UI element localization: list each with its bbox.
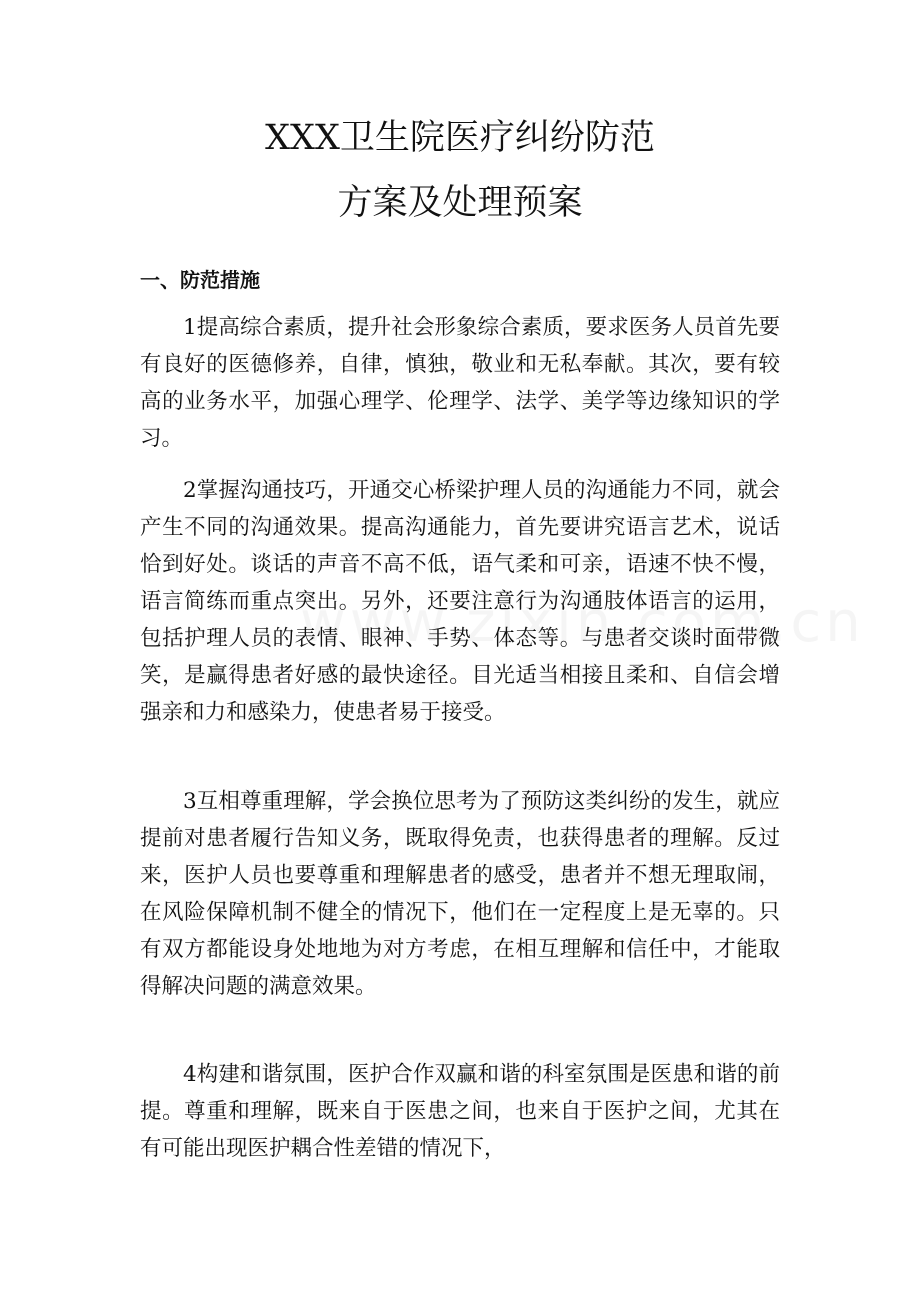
document-title-line2: 方案及处理预案	[337, 183, 583, 223]
paragraph-4: 4构建和谐氛围，医护合作双赢和谐的科室氛围是医患和谐的前提。尊重和理解，既来自于医患之间，也来自于医护之间，尤其在有可能出现医护耦合性差错的情况下，	[140, 1062, 780, 1161]
paragraph-1: 1提高综合素质，提升社会形象综合素质，要求医务人员首先要有良好的医德修养，自律，慎独，敬业和无私奉献。其次，要有较高的业务水平，加强心理学、伦理学、法学、美学等边缘知识的学习。	[140, 315, 780, 451]
paragraph-2: 2掌握沟通技巧，开通交心桥梁护理人员的沟通能力不同，就会产生不同的沟通效果。提高沟通能力，首先要讲究语言艺术，说话恰到好处。谈话的声音不高不低，语气柔和可亲，语速不快不慢，语言简练而重点突出。另外，还要注意行为沟通肢体语言的运用，包括护理人员的表情、眼神、手势、体态等。与患者交谈时面带微笑，是赢得患者好感的最快途径。目光适当相接且柔和、自信会增强亲和力和感染力，使患者易于接受。	[140, 478, 780, 725]
section-heading: 一、防范措施	[140, 268, 260, 292]
document-title-line1: XXX卫生院医疗纠纷防范	[265, 118, 655, 158]
paragraph-3: 3互相尊重理解，学会换位思考为了预防这类纠纷的发生，就应提前对患者履行告知义务，既取得免责，也获得患者的理解。反过来，医护人员也要尊重和理解患者的感受，患者并不想无理取闹，在风险保障机制不健全的情况下，他们在一定程度上是无辜的。只有双方都能设身处地地为对方考虑，在相互理解和信任中，才能取得解决问题的满意效果。	[140, 789, 780, 999]
